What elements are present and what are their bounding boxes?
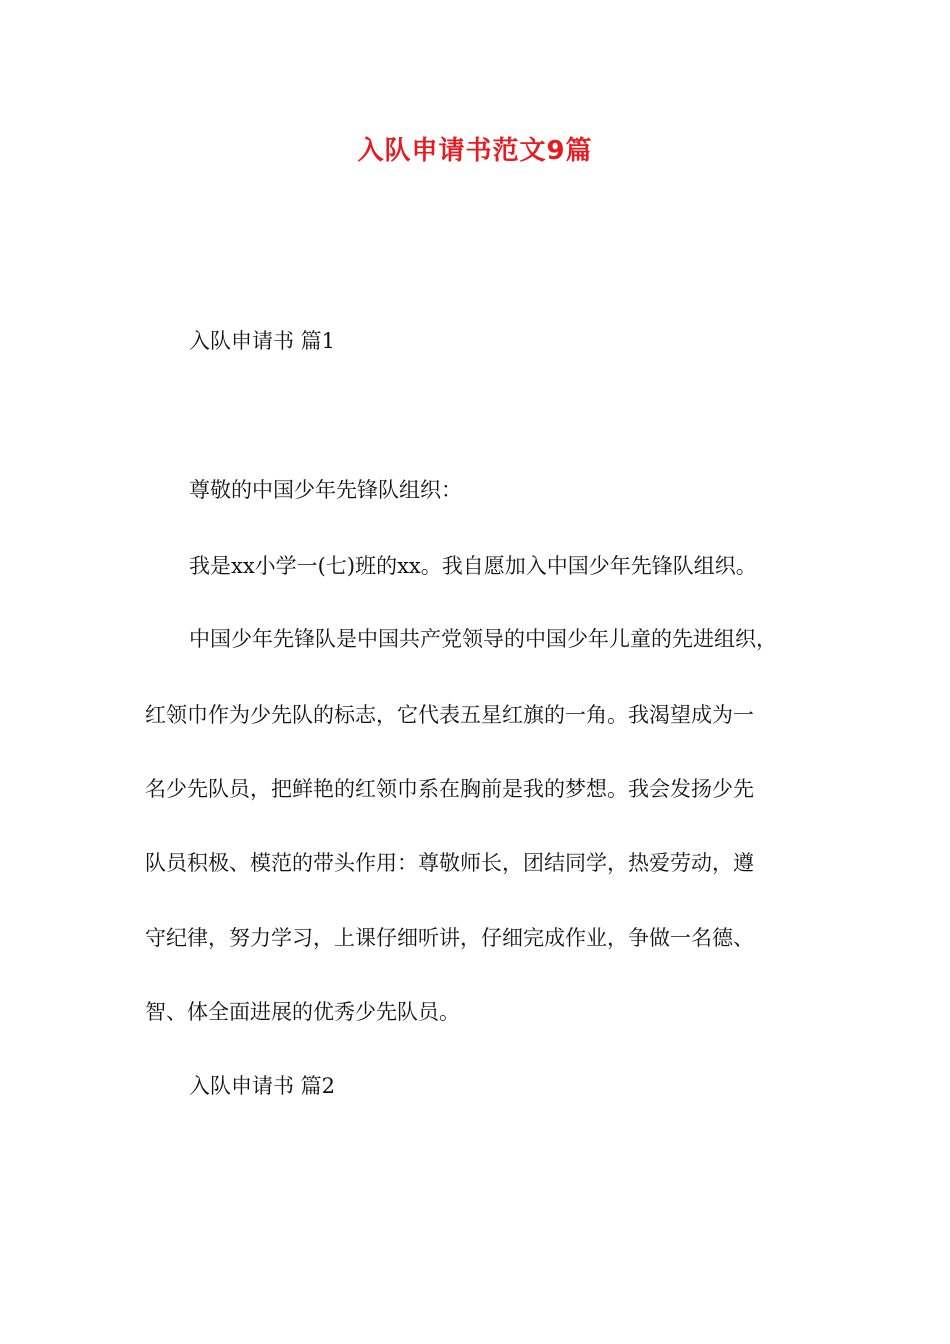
body-line: 守纪律，努力学习，上课仔细听讲，仔细完成作业，争做一名德、 <box>145 926 754 950</box>
intro-paragraph: 我是xx小学一(七)班的xx。我自愿加入中国少年先锋队组织。 <box>189 554 757 578</box>
body-line: 红领巾作为少先队的标志，它代表五星红旗的一角。我渴望成为一 <box>145 703 754 727</box>
document-title: 入队申请书范文9篇 <box>357 136 593 166</box>
body-line: 智、体全面进展的优秀少先队员。 <box>145 1000 460 1024</box>
salutation: 尊敬的中国少年先锋队组织： <box>189 478 462 502</box>
section-heading-2: 入队申请书 篇2 <box>189 1074 336 1098</box>
body-line: 名少先队员，把鲜艳的红领巾系在胸前是我的梦想。我会发扬少先 <box>145 777 754 801</box>
section-heading-1: 入队申请书 篇1 <box>189 329 336 353</box>
body-line: 中国少年先锋队是中国共产党领导的中国少年儿童的先进组织， <box>189 627 777 651</box>
body-line: 队员积极、模范的带头作用：尊敬师长，团结同学，热爱劳动，遵 <box>145 851 754 875</box>
